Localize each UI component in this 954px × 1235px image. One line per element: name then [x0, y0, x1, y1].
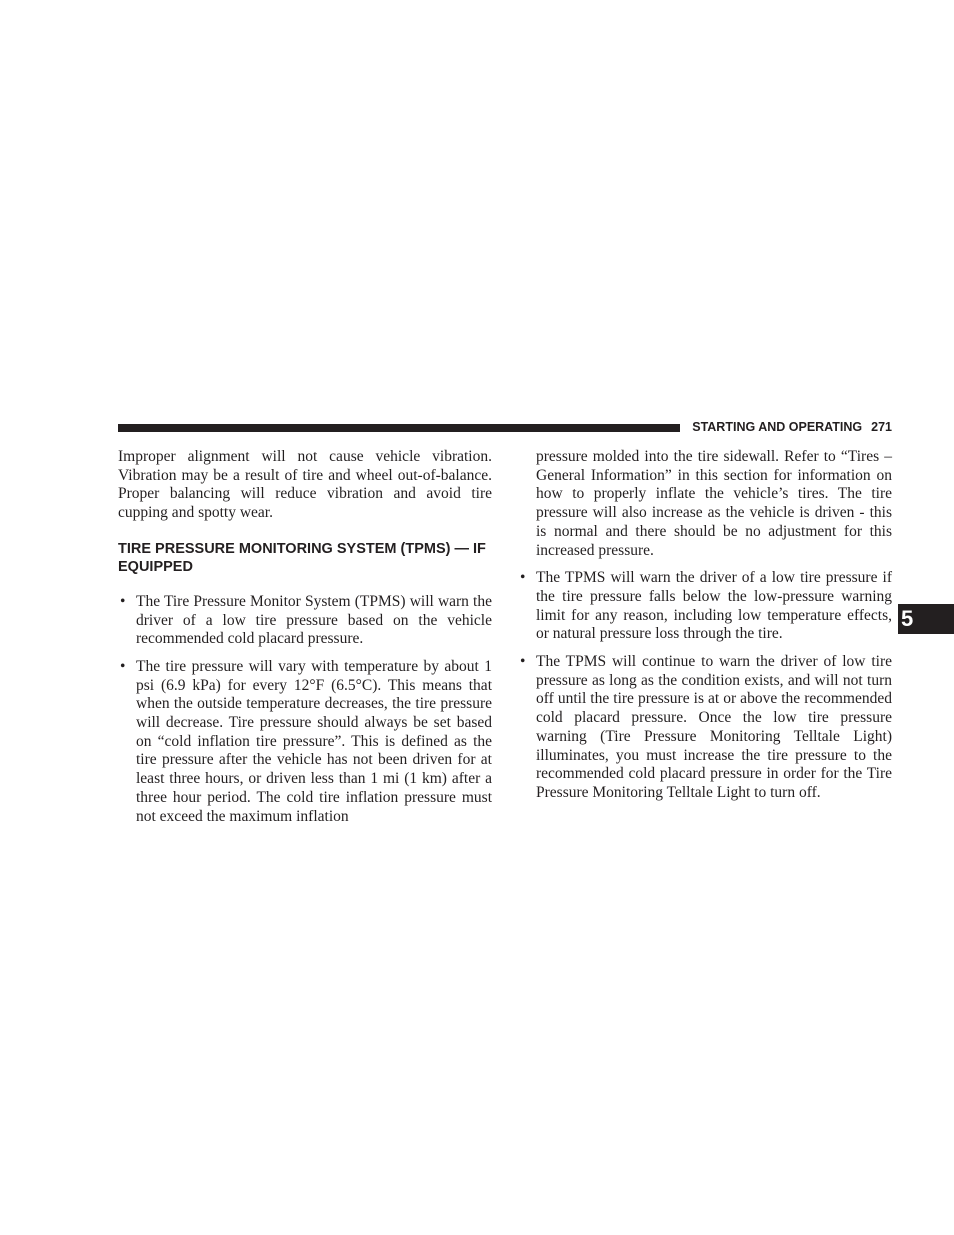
page-number: 271 [871, 420, 892, 434]
list-item [118, 658, 492, 826]
bullet-text: • The tire pressure will vary with temperature by about 1 psi (6.9 kPa) for every 12°F (6.5°C). This means that when the outside temperature decreases, the tire pressure will decrease. Tire pressure should always be set based on “cold inflation tire pressure”. This is defined as the tire pressure after the vehicle has not been driven for at least three hours, or driven less than 1 mi (1 km) after a three hour period. The cold tire inflation pressure must not exceed the maximum inflation [136, 657, 492, 825]
intro-paragraph: Improper alignment will not cause vehicle vibration. Vibration may be a result of tire and wheel out-of-balance. Proper balancing will reduce vibration and avoid tire cupping and spotty wear. [118, 448, 492, 522]
chapter-tab: 5 [898, 604, 954, 634]
section-title: STARTING AND OPERATING [692, 420, 863, 434]
bullet-text: • The Tire Pressure Monitor System (TPMS) will warn the driver of a low tire pressure based on the vehicle recommended cold placard pressure. [136, 592, 492, 648]
left-column [118, 448, 492, 835]
list-item [518, 653, 892, 803]
tpms-bullet-list-continued [518, 569, 892, 802]
list-item [118, 593, 492, 649]
header-rule [118, 424, 680, 432]
list-item [518, 569, 892, 644]
continued-paragraph: pressure molded into the tire sidewall. Refer to “Tires – General Information” in this section for information on how to properly inflate the vehicle’s tires. The tire pressure will also increase as the vehicle is driven - this is normal and there should be no adjustment for this increased pressure. [536, 448, 892, 559]
right-column [518, 448, 892, 812]
bullet-text: • The TPMS will warn the driver of a low tire pressure if the tire pressure falls below the low-pressure warning limit for any reason, including low temperature effects, or natural pressure loss through the tire. [536, 569, 892, 643]
running-header [688, 419, 892, 435]
bullet-text: • The TPMS will continue to warn the driver of low tire pressure as long as the condition exists, and will not turn off until the tire pressure is at or above the recommended cold placard pressure. Once the low tire pressure warning (Tire Pressure Monitoring Telltale Light) illuminates, you must increase the tire pressure to the recommended cold placard pressure in order for the Tire Pressure Monitoring Telltale Light to turn off. [536, 653, 892, 801]
section-heading: TIRE PRESSURE MONITORING SYSTEM (TPMS) — IF EQUIPPED [118, 540, 486, 576]
tpms-bullet-list [118, 593, 492, 826]
